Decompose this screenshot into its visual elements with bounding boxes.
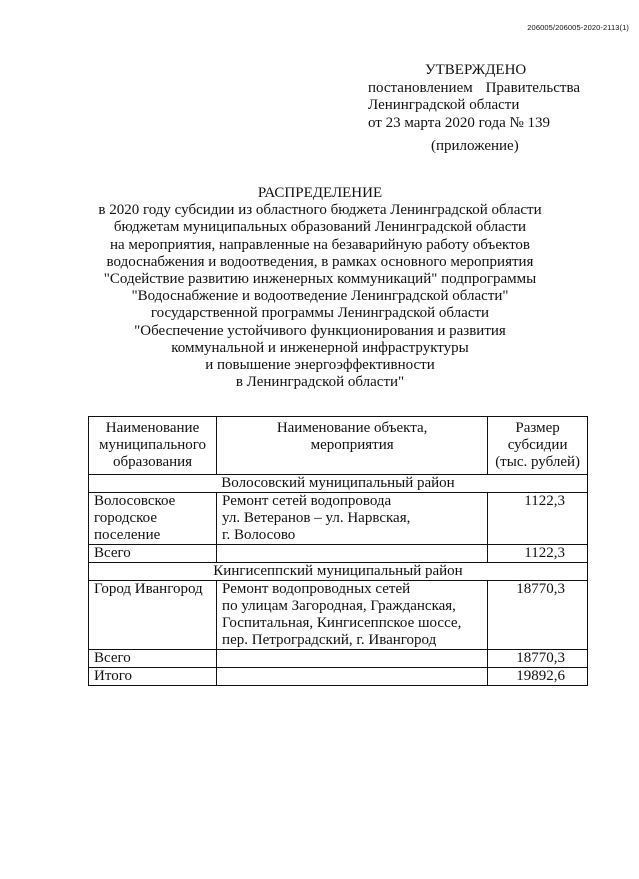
municipality-cell: Город Ивангород [89, 581, 217, 650]
document-number: 206005/206005-2020-2113(1) [527, 23, 629, 32]
district-row [89, 563, 588, 581]
object-cell: Ремонт сетей водопровода ул. Ветеранов – ул. Нарвская, г. Волосово [217, 493, 488, 545]
heading-line: коммунальной и инженерной инфраструктуры [171, 339, 469, 356]
heading-line: бюджетам муниципальных образований Ленинградской области [113, 219, 527, 236]
approval-word-1: постановлением [368, 79, 473, 96]
heading-block [85, 185, 555, 391]
heading-line: в 2020 году субсидии из областного бюджета Ленинградской области [98, 202, 542, 219]
approval-word-2: Правительства [485, 79, 580, 96]
approval-line-2: Ленинградской области [368, 97, 520, 113]
approval-line-4: (приложение) [431, 138, 519, 154]
approval-title: УТВЕРЖДЕНО [425, 62, 527, 78]
heading-line: в Ленинградской области" [235, 374, 405, 391]
subtotal-amount: 1122,3 [488, 545, 588, 563]
distribution-table [88, 416, 588, 686]
amount-cell: 1122,3 [488, 493, 588, 545]
district-name: Волосовский муниципальный район [89, 475, 588, 493]
approval-line-1 [368, 80, 580, 98]
table-header-row [89, 417, 588, 475]
heading-line: на мероприятия, направленные на безаварийную работу объектов [109, 236, 531, 253]
district-row [89, 475, 588, 493]
table-row [89, 581, 588, 650]
table-row [89, 493, 588, 545]
subtotal-row [89, 545, 588, 563]
heading-line: водоснабжения и водоотведения, в рамках основного мероприятия [106, 253, 534, 270]
subtotal-label: Всего [89, 545, 217, 563]
header-object: Наименование объекта, мероприятия [217, 417, 488, 475]
heading-line: и повышение энергоэффективности [205, 357, 435, 374]
grand-total-label: Итого [89, 668, 217, 686]
header-municipality: Наименование муниципального образования [89, 417, 217, 475]
grand-total-row [89, 668, 588, 686]
object-cell: Ремонт водопроводных сетей по улицам Загородная, Гражданская, Госпитальная, Кингисеппское шоссе, пер. Петроградский, г. Ивангород [217, 581, 488, 650]
subtotal-label: Всего [89, 650, 217, 668]
heading-title: РАСПРЕДЕЛЕНИЕ [257, 185, 383, 201]
grand-total-amount: 19892,6 [488, 668, 588, 686]
approval-line-3: от 23 марта 2020 года № 139 [368, 114, 551, 131]
district-name: Кингисеппский муниципальный район [89, 563, 588, 581]
subtotal-amount: 18770,3 [488, 650, 588, 668]
heading-line: государственной программы Ленинградской области [150, 305, 490, 322]
approval-block [368, 62, 630, 156]
header-amount: Размер субсидии (тыс. рублей) [488, 417, 588, 475]
empty-cell [217, 545, 488, 563]
municipality-cell: Волосовское городское поселение [89, 493, 217, 545]
amount-cell: 18770,3 [488, 581, 588, 650]
heading-line: "Содействие развитию инженерных коммуникаций" подпрограммы [103, 271, 537, 288]
subtotal-row [89, 650, 588, 668]
heading-line: "Обеспечение устойчивого функционирования и развития [134, 322, 506, 339]
heading-line: "Водоснабжение и водоотведение Ленинградской области" [131, 288, 509, 305]
empty-cell [217, 668, 488, 686]
empty-cell [217, 650, 488, 668]
